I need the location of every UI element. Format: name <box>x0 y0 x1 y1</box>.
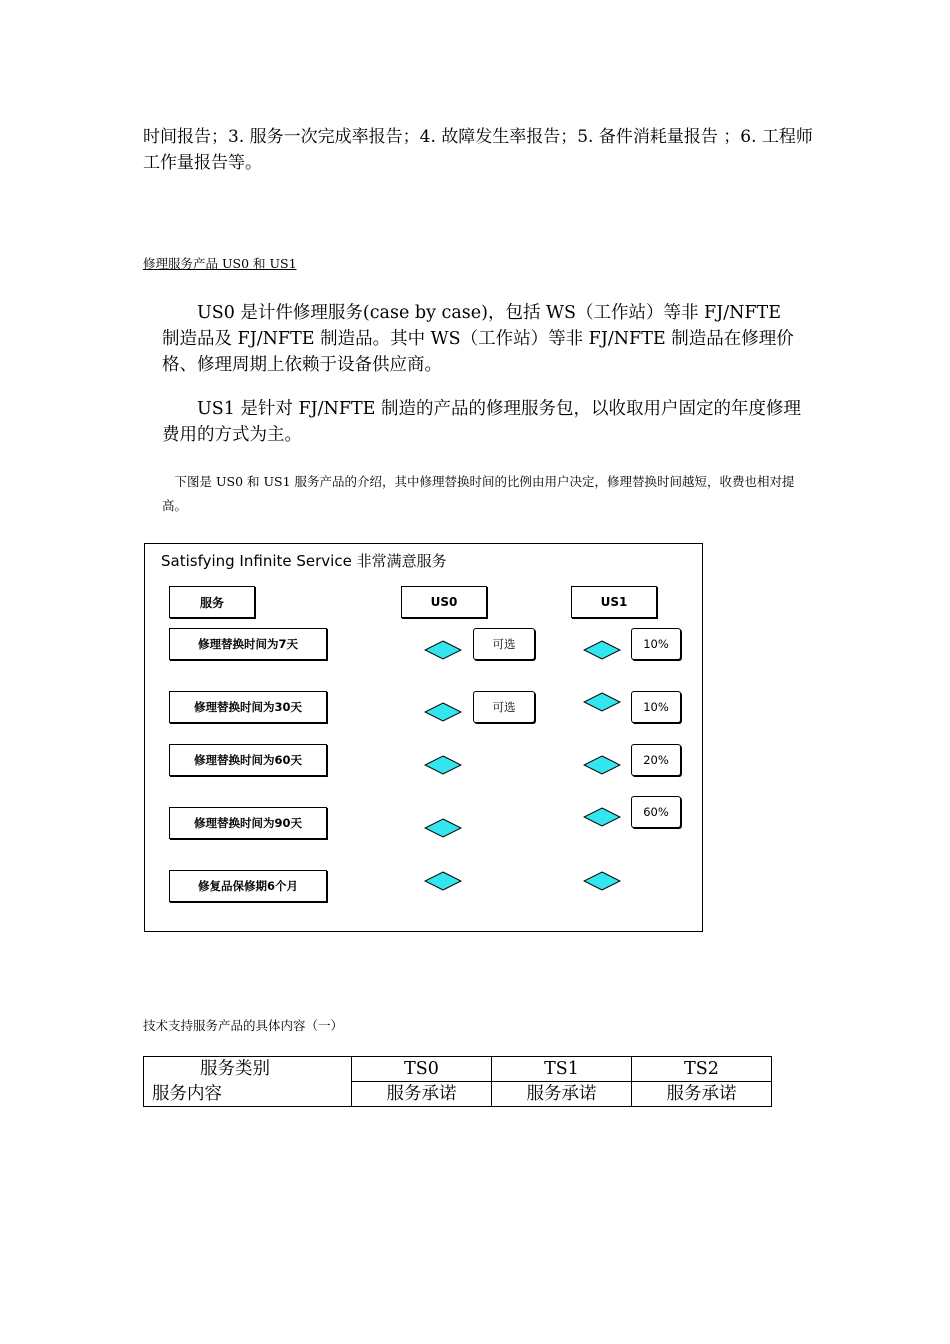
column-header-ts1: TS1 <box>492 1057 632 1082</box>
us1-diamond-7days <box>583 640 621 660</box>
service-table <box>143 1056 772 1107</box>
us0-diamond-30days <box>424 702 462 722</box>
row-label-7days: 修理替换时间为7天 <box>169 628 327 660</box>
corner-cell-top <box>144 1057 352 1082</box>
column-header-ts2: TS2 <box>632 1057 772 1082</box>
row-label-90days: 修理替换时间为90天 <box>169 807 327 839</box>
header-us1: US1 <box>571 586 657 618</box>
us1-diamond-60days <box>583 755 621 775</box>
paragraph-us0: US0 是计件修理服务(case by case)，包括 WS（工作站）等非 FJ/NFTE 制造品及 FJ/NFTE 制造品。其中 WS（工作站）等非 FJ/NFTE 制造品在修理价格、修理周期上依赖于设备供应商。 <box>162 303 794 375</box>
figure-note: 下图是 US0 和 US1 服务产品的介绍，其中修理替换时间的比例由用户决定，修理替换时间越短，收费也相对提高。 <box>162 474 795 513</box>
header-us0: US0 <box>401 586 487 618</box>
us0-value-7days: 可选 <box>473 628 535 660</box>
table-caption: 技术支持服务产品的具体内容（一） <box>143 1018 344 1033</box>
row-label-30days: 修理替换时间为30天 <box>169 691 327 723</box>
corner-cell-bottom <box>144 1082 352 1107</box>
diagram-title: Satisfying Infinite Service 非常满意服务 <box>161 552 447 570</box>
us0-diamond-warranty <box>424 871 462 891</box>
row-label-60days: 修理替换时间为60天 <box>169 744 327 776</box>
cell-ts1-commitment: 服务承诺 <box>492 1082 632 1107</box>
header-service: 服务 <box>169 586 255 618</box>
table-row <box>144 1082 772 1107</box>
us1-value-30days: 10% <box>631 691 681 723</box>
corner-bottom-label: 服务内容 <box>152 1083 222 1104</box>
intro-paragraph: 时间报告；3. 服务一次完成率报告；4. 故障发生率报告；5. 备件消耗量报告 ；6. 工程师工作量报告等。 <box>143 127 813 173</box>
us1-value-7days: 10% <box>631 628 681 660</box>
us0-diamond-60days <box>424 755 462 775</box>
us1-value-90days: 60% <box>631 796 681 828</box>
us1-diamond-30days <box>583 692 621 712</box>
us0-value-30days: 可选 <box>473 691 535 723</box>
table-row <box>144 1057 772 1082</box>
us1-diamond-warranty <box>583 871 621 891</box>
cell-ts2-commitment: 服务承诺 <box>632 1082 772 1107</box>
paragraph-us1: US1 是针对 FJ/NFTE 制造的产品的修理服务包，以收取用户固定的年度修理费用的方式为主。 <box>162 399 802 445</box>
service-diagram <box>144 543 703 932</box>
us1-value-60days: 20% <box>631 744 681 776</box>
cell-ts0-commitment: 服务承诺 <box>352 1082 492 1107</box>
section-heading: 修理服务产品 US0 和 US1 <box>143 256 297 271</box>
row-label-warranty: 修复品保修期6个月 <box>169 870 327 902</box>
column-header-ts0: TS0 <box>352 1057 492 1082</box>
us1-diamond-90days <box>583 807 621 827</box>
us0-diamond-90days <box>424 818 462 838</box>
us0-diamond-7days <box>424 640 462 660</box>
corner-top-label: 服务类别 <box>200 1059 270 1080</box>
